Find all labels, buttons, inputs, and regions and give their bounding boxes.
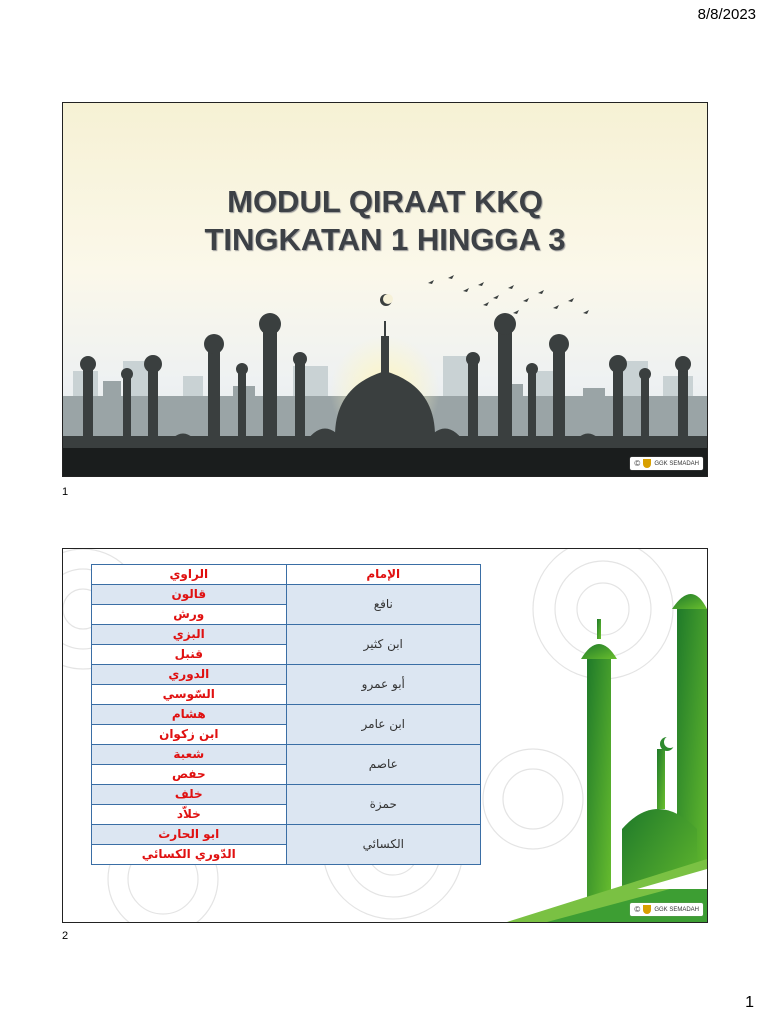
title-line-2: TINGKATAN 1 HINGGA 3 — [204, 222, 566, 257]
rawi-cell: الدّوري الكسائي — [92, 845, 287, 865]
rawi-cell: البزي — [92, 625, 287, 645]
logo-text: GGK SEMADAH — [654, 906, 699, 913]
imam-cell: الكسائي — [286, 825, 480, 865]
imam-cell: عاصم — [286, 745, 480, 785]
rawi-cell: السّوسي — [92, 685, 287, 705]
rawi-cell: حفص — [92, 765, 287, 785]
rawi-cell: قنبل — [92, 645, 287, 665]
table-row — [92, 665, 481, 685]
rawi-cell: ورش — [92, 605, 287, 625]
copyright-symbol: © — [634, 905, 641, 914]
ggk-logo — [630, 903, 703, 916]
imam-cell: أبو عمرو — [286, 665, 480, 705]
logo-text: GGK SEMADAH — [654, 460, 699, 467]
table-row — [92, 705, 481, 725]
rawi-cell: خلاّد — [92, 805, 287, 825]
rawi-cell: هشام — [92, 705, 287, 725]
rawi-cell: ابن زكوان — [92, 725, 287, 745]
slide-number-2: 2 — [62, 930, 69, 942]
rawi-cell: ابو الحارث — [92, 825, 287, 845]
table-row — [92, 825, 481, 845]
title-slide — [62, 102, 708, 477]
page-number: 1 — [745, 994, 754, 1011]
table-row — [92, 745, 481, 765]
imam-cell: ابن عامر — [286, 705, 480, 745]
copyright-symbol: © — [634, 459, 641, 468]
crescent-icon — [379, 293, 393, 307]
imam-cell: حمزة — [286, 785, 480, 825]
page-date: 8/8/2023 — [697, 6, 756, 23]
ggk-logo — [630, 457, 703, 470]
shield-icon — [643, 905, 651, 914]
header-imam: الإمام — [286, 565, 480, 585]
birds-illustration — [423, 273, 603, 323]
imam-cell: ابن كثير — [286, 625, 480, 665]
title-line-1: MODUL QIRAAT KKQ — [227, 184, 543, 219]
header-rawi: الراوي — [92, 565, 287, 585]
table-row — [92, 785, 481, 805]
table-header-row — [92, 565, 481, 585]
rawi-cell: خلف — [92, 785, 287, 805]
green-mosque-illustration — [507, 589, 707, 922]
table-row — [92, 585, 481, 605]
table-row — [92, 625, 481, 645]
shield-icon — [643, 459, 651, 468]
imam-cell: نافع — [286, 585, 480, 625]
rawi-cell: قالون — [92, 585, 287, 605]
slide-title — [63, 183, 707, 259]
imam-rawi-table — [91, 564, 481, 865]
slide-number-1: 1 — [62, 486, 69, 498]
rawi-cell: الدوري — [92, 665, 287, 685]
imam-rawi-slide — [62, 548, 708, 923]
rawi-cell: شعبة — [92, 745, 287, 765]
